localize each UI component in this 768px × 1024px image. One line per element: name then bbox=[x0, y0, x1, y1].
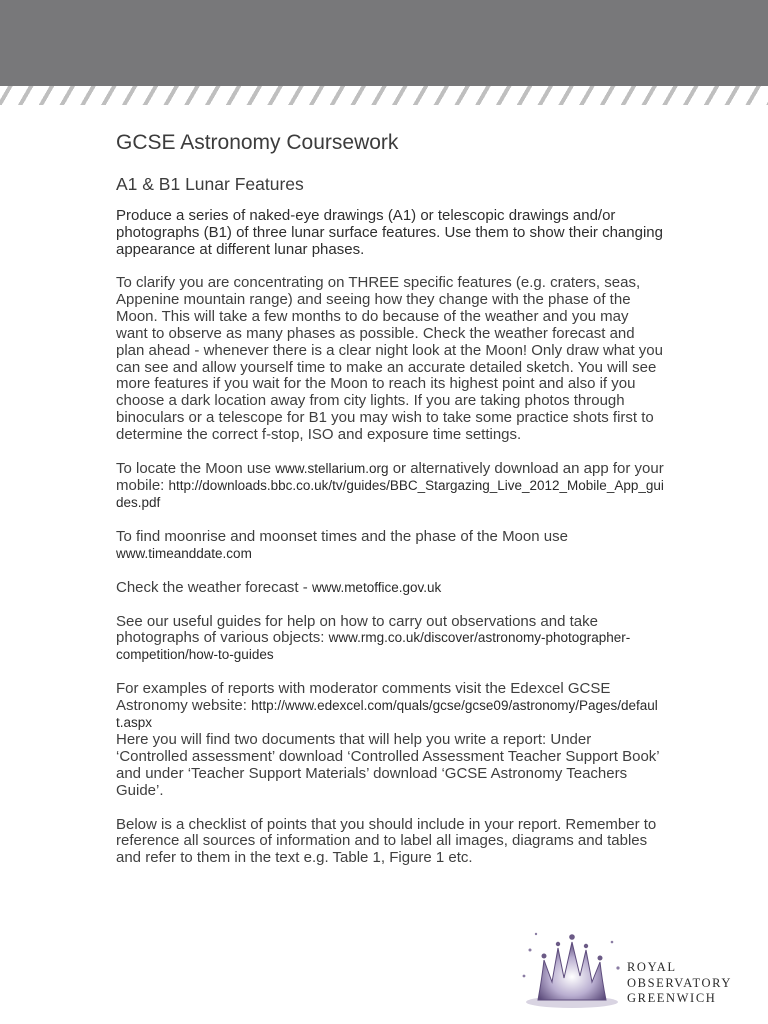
guides-paragraph bbox=[116, 614, 664, 665]
guides-text: See our useful guides for help on how to carry out observations and take photographs of various objects: bbox=[116, 612, 598, 647]
edexcel-link[interactable]: http://www.edexcel.com/quals/gcse/gcse09/astronomy/Pages/default.aspx bbox=[116, 698, 658, 731]
page-title: GCSE Astronomy Coursework bbox=[116, 131, 399, 154]
royal-observatory-wordmark bbox=[627, 960, 732, 1007]
wordmark-line-3: GREENWICH bbox=[627, 991, 717, 1005]
moonrise-text: To find moonrise and moonset times and the phase of the Moon use bbox=[116, 527, 568, 545]
timeanddate-link[interactable]: www.timeanddate.com bbox=[116, 545, 252, 561]
checklist-paragraph: Below is a checklist of points that you should include in your report. Remember to reference all sources of information and to label all images, diagrams and tables and refer to them in the text e.g. Table 1, Figure 1 etc. bbox=[116, 815, 657, 867]
reports-text: For examples of reports with moderator comments visit the Edexcel GCSE Astronomy website: bbox=[116, 680, 611, 715]
header-bar bbox=[0, 0, 768, 86]
bbc-guides-link[interactable]: http://downloads.bbc.co.uk/tv/guides/BBC_Stargazing_Live_2012_Mobile_App_guides.pdf bbox=[116, 477, 664, 510]
weather-text: Check the weather forecast - bbox=[116, 578, 312, 596]
documents-paragraph: Here you will find two documents that will help you write a report: Under ‘Controlled assessment’ download ‘Controlled Assessment Teacher Support Book’ and under ‘Teacher Support Materials’ download ‘GCSE Astronomy Teachers Guide’. bbox=[116, 730, 660, 799]
reports-paragraph bbox=[116, 681, 664, 732]
moonrise-paragraph bbox=[116, 529, 664, 563]
locate-text-1: To locate the Moon use bbox=[116, 460, 276, 478]
rmg-guides-link[interactable]: www.rmg.co.uk/discover/astronomy-photographer-competition/how-to-guides bbox=[116, 630, 631, 663]
document-body bbox=[116, 128, 664, 884]
intro-paragraph: Produce a series of naked-eye drawings (A1) or telescopic drawings and/or photographs (B1) of three lunar surface features. Use them to show their changing appearance at different lunar phases. bbox=[116, 207, 663, 258]
wordmark-line-1: ROYAL bbox=[627, 960, 677, 974]
clarify-paragraph: To clarify you are concentrating on THREE specific features (e.g. craters, seas, Appenine mountain range) and seeing how they change with the phase of the Moon. This will take a few months to do because of the weather and you may want to observe as many phases as possible. Check the weather forecast and plan ahead - whenever there is a clear night look at the Moon! Only draw what you can see and allow yourself time to make an accurate detailed sketch. You will see more features if you wait for the Moon to reach its highest point and also if you choose a dark location away from city lights. If you are taking photos through binoculars or a telescope for B1 you may wish to take some practice shots first to determine the correct f-stop, ISO and exposure time settings. bbox=[116, 274, 663, 444]
header-stripe-band bbox=[0, 86, 768, 105]
locate-text-2: or alternatively download an app for your mobile: bbox=[116, 460, 664, 494]
metoffice-link[interactable]: www.metoffice.gov.uk bbox=[311, 579, 442, 595]
weather-paragraph bbox=[116, 580, 664, 597]
locate-paragraph bbox=[116, 461, 664, 512]
wordmark-line-2: OBSERVATORY bbox=[627, 975, 733, 990]
stellarium-link[interactable]: www.stellarium.org bbox=[275, 461, 389, 477]
page-subtitle: A1 & B1 Lunar Features bbox=[116, 174, 304, 194]
